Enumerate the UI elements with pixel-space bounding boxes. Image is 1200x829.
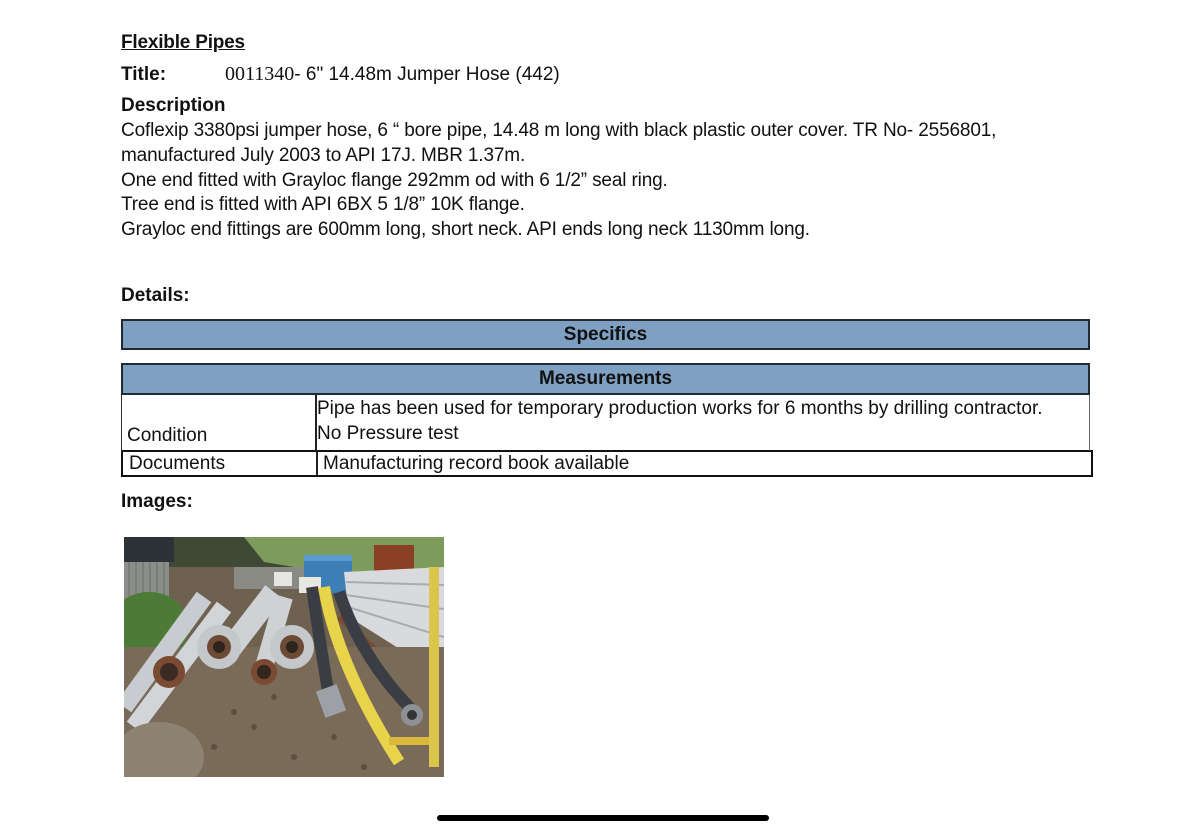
description-line: manufactured July 2003 to API 17J. MBR 1.37m. [121, 144, 526, 166]
description-line: Tree end is fitted with API 6BX 5 1/8” 10K flange. [121, 194, 525, 216]
pipe-photo [124, 537, 444, 777]
description-line: Grayloc end fittings are 600mm long, short neck. API ends long neck 1130mm long. [121, 219, 810, 241]
row-label-cell [122, 395, 317, 451]
measurements-header-label: Measurements [538, 368, 673, 389]
specifics-header-label: Specifics [563, 323, 648, 345]
title-label: Title: [121, 64, 167, 85]
description-heading: Description [121, 95, 226, 116]
row-value-line: No Pressure test [317, 422, 459, 444]
title-row [121, 63, 560, 86]
row-label: Documents [123, 452, 318, 475]
measurements-table [121, 363, 1092, 477]
description-line: One end fitted with Grayloc flange 292mm od with 6 1/2” seal ring. [121, 169, 668, 191]
images-heading: Images: [121, 491, 193, 512]
description-line: Coflexip 3380psi jumper hose, 6 “ bore pipe, 14.48 m long with black plastic outer cover. TR No- 2556801, [121, 120, 997, 141]
table-row-condition [121, 395, 1090, 451]
title-value: - 6" 14.48m Jumper Hose (442) [294, 64, 560, 85]
row-value-line: Pipe has been used for temporary production works for 6 months by drilling contractor. [317, 398, 1043, 419]
title-code: 0011340 [225, 63, 295, 85]
pipe-photo-illustration [124, 537, 444, 777]
section-title: Flexible Pipes [121, 32, 245, 53]
description-body [121, 119, 996, 243]
measurements-header [121, 363, 1090, 395]
details-heading: Details: [121, 285, 190, 306]
row-value: Manufacturing record book available [323, 453, 630, 474]
row-value-cell [317, 395, 1089, 451]
home-indicator[interactable] [437, 815, 769, 821]
table-row-documents [121, 450, 1093, 477]
specifics-header [121, 319, 1090, 350]
row-label: Condition [127, 425, 208, 446]
